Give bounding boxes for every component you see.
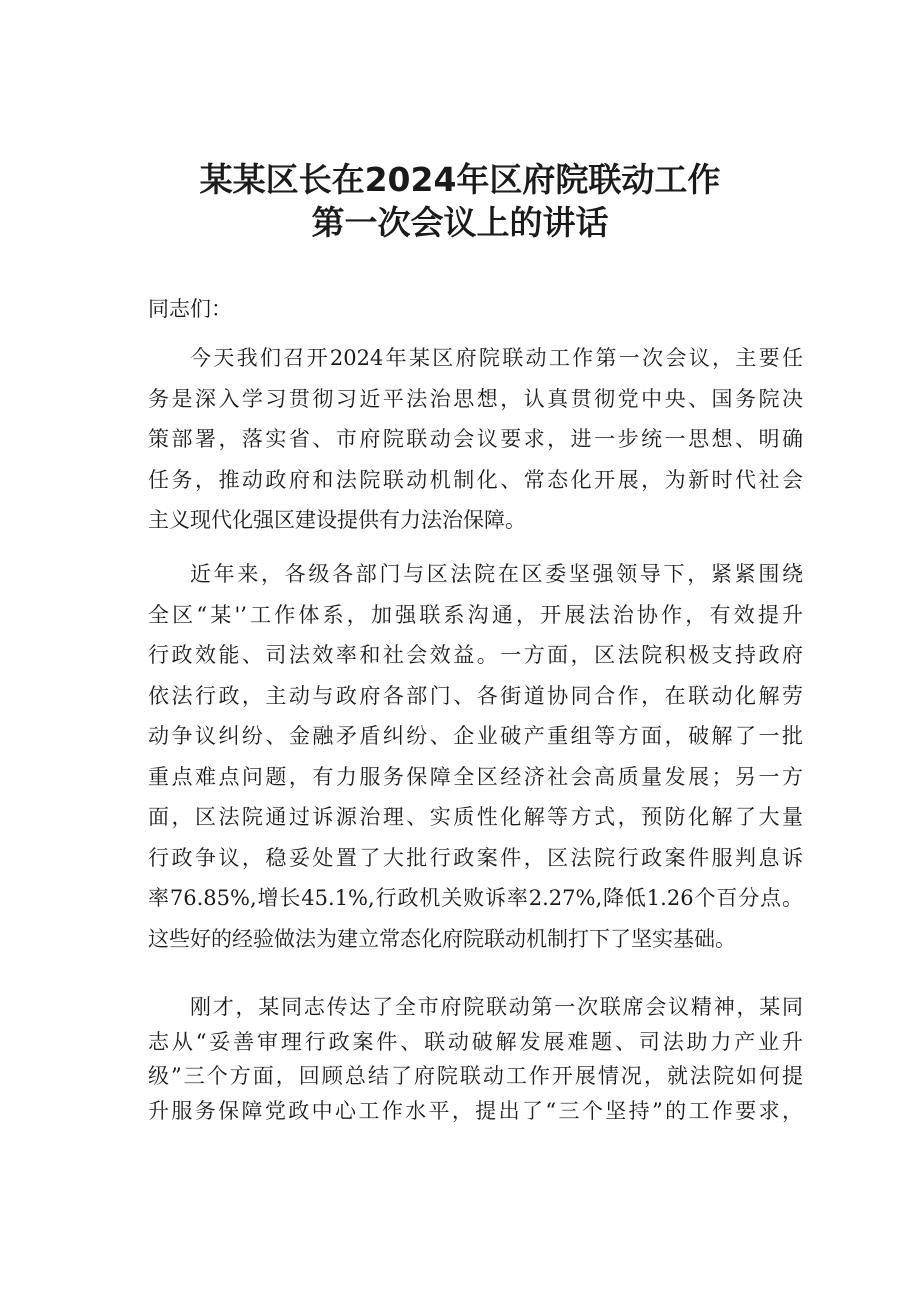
- paragraph-line: 刚才，某同志传达了全市府院联动第一次联席会议精神，某同: [190, 995, 803, 1019]
- paragraph-line: 行政效能、司法效率和社会效益。一方面，区法院积极支持政府: [148, 643, 803, 667]
- paragraph-line: 这些好的经验做法为建立常态化府院联动机制打下了坚实基础。: [148, 926, 736, 951]
- paragraph-line: 依法行政，主动与政府各部门、各街道协同合作，在联动化解劳: [148, 683, 803, 708]
- paragraph-1: [148, 338, 803, 540]
- paragraph-line: 级”三个方面，回顾总结了府院联动工作开展情况，就法院如何提: [148, 1064, 803, 1088]
- paragraph-line: 志从“妥善审理行政案件、联动破解发展难题、司法助力产业升: [148, 1029, 803, 1054]
- paragraph-line: 主义现代化强区建设提供有力法治保障。: [148, 508, 526, 532]
- paragraph-line: 行政争议，稳妥处置了大批行政案件，区法院行政案件服判息诉: [148, 845, 803, 870]
- paragraph-line: 任务，推动政府和法院联动机制化、常态化开展，为新时代社会: [148, 467, 803, 492]
- paragraph-line: 今天我们召开2024年某区府院联动工作第一次会议，主要任: [190, 346, 803, 370]
- document-title-line-2: 第一次会议上的讲话: [311, 203, 609, 242]
- paragraph-line: 动争议纠纷、金融矛盾纠纷、企业破产重组等方面，破解了一批: [148, 724, 803, 748]
- salutation: 同志们：: [148, 297, 232, 321]
- document-title-line-1: 某某区长在2024年区府院联动工作: [199, 160, 721, 199]
- paragraph-line: 率76.85%,增长45.1%,行政机关败诉率2.27%,降低1.26个百分点。: [148, 886, 803, 910]
- paragraph-line: 全区“某'’工作体系，加强联系沟通，开展法治协作，有效提升: [148, 602, 803, 627]
- paragraph-line: 近年来，各级各部门与区法院在区委坚强领导下，紧紧围绕: [190, 562, 803, 586]
- paragraph-line: 面，区法院通过诉源治理、实质性化解等方式，预防化解了大量: [148, 805, 803, 829]
- paragraph-3: [148, 990, 803, 1123]
- paragraph-line: 重点难点问题，有力服务保障全区经济社会高质量发展；另一方: [148, 764, 803, 789]
- paragraph-line: 务是深入学习贯彻习近平法治思想，认真贯彻党中央、国务院决: [148, 386, 803, 411]
- paragraph-line: 升服务保障党政中心工作水平，提出了“三个坚持”的工作要求，: [148, 1098, 803, 1123]
- paragraph-2: [148, 554, 803, 958]
- paragraph-line: 策部署，落实省、市府院联动会议要求，进一步统一思想、明确: [148, 427, 803, 451]
